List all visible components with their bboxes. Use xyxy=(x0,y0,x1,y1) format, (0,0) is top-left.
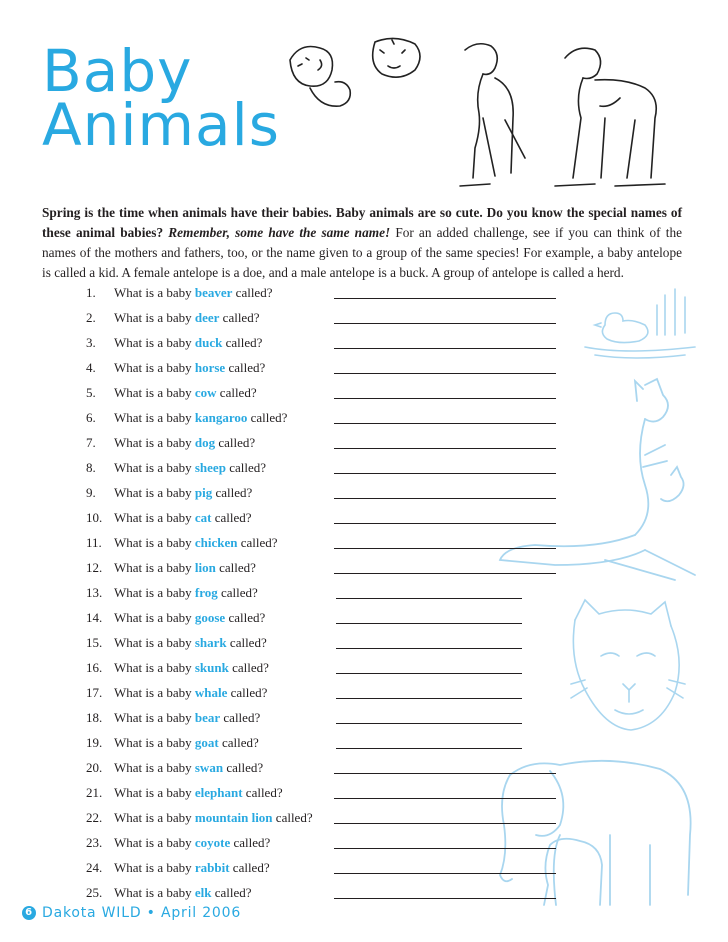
answer-blank[interactable] xyxy=(334,848,556,849)
question-text xyxy=(114,383,257,403)
question-number: 15. xyxy=(86,635,103,650)
answer-blank[interactable] xyxy=(334,798,556,799)
question-prefix: What is a baby xyxy=(114,660,192,675)
question-prefix: What is a baby xyxy=(114,835,192,850)
question-number: 17. xyxy=(86,685,103,700)
animal-name: horse xyxy=(194,360,226,375)
question-number: 3. xyxy=(86,335,96,350)
answer-blank[interactable] xyxy=(334,898,556,899)
question-suffix: called? xyxy=(228,610,266,625)
question-number: 10. xyxy=(86,510,103,525)
question-item xyxy=(86,458,566,483)
question-text xyxy=(114,508,252,528)
animal-name: elephant xyxy=(194,785,243,800)
question-number: 13. xyxy=(86,585,103,600)
question-item xyxy=(86,508,566,533)
question-item xyxy=(86,833,566,858)
question-item xyxy=(86,608,566,633)
question-list xyxy=(86,283,566,908)
animal-name: mountain lion xyxy=(194,810,273,825)
animal-name: rabbit xyxy=(194,860,230,875)
question-suffix: called? xyxy=(229,635,267,650)
question-suffix: called? xyxy=(222,310,260,325)
animal-name: skunk xyxy=(194,660,229,675)
question-number: 19. xyxy=(86,735,103,750)
question-text xyxy=(114,308,259,328)
question-suffix: called? xyxy=(275,810,313,825)
question-item xyxy=(86,658,566,683)
question-item xyxy=(86,758,566,783)
question-item xyxy=(86,433,566,458)
answer-blank[interactable] xyxy=(336,598,522,599)
animal-name: whale xyxy=(194,685,228,700)
footer-text: Dakota WILD • April 2006 xyxy=(42,905,242,921)
question-prefix: What is a baby xyxy=(114,610,192,625)
question-prefix: What is a baby xyxy=(114,710,192,725)
question-item xyxy=(86,283,566,308)
answer-blank[interactable] xyxy=(336,623,522,624)
question-prefix: What is a baby xyxy=(114,435,192,450)
animal-name: duck xyxy=(194,335,223,350)
question-number: 7. xyxy=(86,435,96,450)
question-prefix: What is a baby xyxy=(114,535,192,550)
question-suffix: called? xyxy=(245,785,283,800)
question-number: 2. xyxy=(86,310,96,325)
question-prefix: What is a baby xyxy=(114,885,192,900)
intro-bold-italic-text: Remember, some have the same name! xyxy=(168,225,391,240)
question-item xyxy=(86,558,566,583)
question-prefix: What is a baby xyxy=(114,785,192,800)
animal-name: goose xyxy=(194,610,226,625)
question-item xyxy=(86,483,566,508)
question-item xyxy=(86,858,566,883)
footer xyxy=(22,905,241,921)
title-line-2: Animals xyxy=(42,91,280,159)
question-suffix: called? xyxy=(219,385,257,400)
answer-blank[interactable] xyxy=(334,298,556,299)
answer-blank[interactable] xyxy=(334,448,556,449)
animal-name: sheep xyxy=(194,460,226,475)
question-text xyxy=(114,408,287,428)
question-text xyxy=(114,833,270,853)
question-prefix: What is a baby xyxy=(114,485,192,500)
question-prefix: What is a baby xyxy=(114,360,192,375)
question-prefix: What is a baby xyxy=(114,585,192,600)
question-number: 8. xyxy=(86,460,96,475)
question-item xyxy=(86,383,566,408)
question-number: 14. xyxy=(86,610,103,625)
question-prefix: What is a baby xyxy=(114,635,192,650)
question-text xyxy=(114,733,259,753)
question-number: 11. xyxy=(86,535,102,550)
question-text xyxy=(114,758,263,778)
question-suffix: called? xyxy=(250,410,288,425)
animal-name: goat xyxy=(194,735,219,750)
question-prefix: What is a baby xyxy=(114,560,192,575)
question-item xyxy=(86,708,566,733)
question-prefix: What is a baby xyxy=(114,310,192,325)
question-prefix: What is a baby xyxy=(114,385,192,400)
answer-blank[interactable] xyxy=(334,573,556,574)
question-number: 1. xyxy=(86,285,96,300)
animal-name: elk xyxy=(194,885,212,900)
question-suffix: called? xyxy=(214,510,252,525)
question-prefix: What is a baby xyxy=(114,860,192,875)
question-prefix: What is a baby xyxy=(114,335,192,350)
question-text xyxy=(114,458,266,478)
page-title xyxy=(42,37,280,159)
intro-plain-text: For an added challenge, see if you can think of the names of the mothers and fathers, too, or the name given to a group of the same species! For example, a baby antelope is called a kid. A female antelope is a doe, and a male antelope is a buck. A group of antelope is called a herd. xyxy=(42,225,683,280)
question-suffix: called? xyxy=(235,285,273,300)
question-item xyxy=(86,808,566,833)
question-text xyxy=(114,708,260,728)
question-prefix: What is a baby xyxy=(114,410,192,425)
question-item xyxy=(86,733,566,758)
two-lambs-sketch xyxy=(455,38,685,188)
question-text xyxy=(114,658,269,678)
answer-blank[interactable] xyxy=(334,548,556,549)
question-text xyxy=(114,483,252,503)
question-item xyxy=(86,308,566,333)
title-line-1: Baby xyxy=(42,37,193,105)
question-number: 23. xyxy=(86,835,103,850)
question-number: 24. xyxy=(86,860,103,875)
question-text xyxy=(114,358,265,378)
question-text xyxy=(114,683,267,703)
question-suffix: called? xyxy=(219,560,256,575)
question-item xyxy=(86,633,566,658)
question-text xyxy=(114,608,265,628)
question-suffix: called? xyxy=(240,535,278,550)
question-number: 20. xyxy=(86,760,103,775)
question-number: 22. xyxy=(86,810,103,825)
question-prefix: What is a baby xyxy=(114,760,192,775)
question-number: 6. xyxy=(86,410,96,425)
answer-blank[interactable] xyxy=(336,648,522,649)
question-suffix: called? xyxy=(229,460,266,475)
intro-bold-text: Spring is the time when animals have their babies. Baby animals are so cute. Do you know the special names of these animal babies? xyxy=(42,205,682,240)
question-suffix: called? xyxy=(221,735,259,750)
animal-name: shark xyxy=(194,635,227,650)
animal-name: deer xyxy=(194,310,220,325)
answer-blank[interactable] xyxy=(334,823,556,824)
animal-name: chicken xyxy=(194,535,238,550)
question-text xyxy=(114,283,272,303)
question-text xyxy=(114,433,255,453)
question-item xyxy=(86,583,566,608)
question-text xyxy=(114,633,267,653)
question-text xyxy=(114,808,313,828)
animal-name: bear xyxy=(194,710,221,725)
answer-blank[interactable] xyxy=(336,723,522,724)
question-suffix: called? xyxy=(225,335,263,350)
question-suffix: called? xyxy=(228,360,266,375)
question-number: 9. xyxy=(86,485,96,500)
page-number: 6 xyxy=(22,906,36,920)
intro-paragraph xyxy=(42,203,682,283)
question-item xyxy=(86,358,566,383)
answer-blank[interactable] xyxy=(334,348,556,349)
answer-blank[interactable] xyxy=(334,423,556,424)
lamb-sketch xyxy=(280,30,430,120)
question-text xyxy=(114,558,256,578)
question-suffix: called? xyxy=(230,685,268,700)
answer-blank[interactable] xyxy=(336,698,522,699)
answer-blank[interactable] xyxy=(334,873,556,874)
question-number: 16. xyxy=(86,660,103,675)
answer-blank[interactable] xyxy=(334,323,556,324)
question-suffix: called? xyxy=(215,485,253,500)
answer-blank[interactable] xyxy=(334,773,556,774)
animal-name: lion xyxy=(194,560,216,575)
answer-blank[interactable] xyxy=(334,398,556,399)
question-item xyxy=(86,783,566,808)
question-number: 18. xyxy=(86,710,103,725)
question-number: 21. xyxy=(86,785,103,800)
question-suffix: called? xyxy=(233,835,271,850)
question-prefix: What is a baby xyxy=(114,510,192,525)
question-number: 4. xyxy=(86,360,96,375)
answer-blank[interactable] xyxy=(334,498,556,499)
question-text xyxy=(114,333,262,353)
answer-blank[interactable] xyxy=(334,473,556,474)
answer-blank[interactable] xyxy=(334,373,556,374)
animal-name: frog xyxy=(194,585,218,600)
question-text xyxy=(114,533,278,553)
question-suffix: called? xyxy=(218,435,256,450)
question-suffix: called? xyxy=(226,760,264,775)
animal-name: swan xyxy=(194,760,224,775)
question-item xyxy=(86,408,566,433)
animal-name: dog xyxy=(194,435,216,450)
question-suffix: called? xyxy=(232,660,269,675)
question-number: 5. xyxy=(86,385,96,400)
answer-blank[interactable] xyxy=(334,523,556,524)
question-suffix: called? xyxy=(214,885,252,900)
animal-name: cat xyxy=(194,510,212,525)
question-item xyxy=(86,533,566,558)
question-suffix: called? xyxy=(221,585,258,600)
animal-name: coyote xyxy=(194,835,231,850)
animal-name: cow xyxy=(194,385,217,400)
animal-name: kangaroo xyxy=(194,410,248,425)
question-prefix: What is a baby xyxy=(114,685,192,700)
question-text xyxy=(114,858,270,878)
question-prefix: What is a baby xyxy=(114,735,192,750)
question-item xyxy=(86,683,566,708)
question-number: 25. xyxy=(86,885,103,900)
question-text xyxy=(114,783,283,803)
question-text xyxy=(114,883,252,903)
question-suffix: called? xyxy=(232,860,270,875)
duck-sketch xyxy=(575,285,705,365)
question-prefix: What is a baby xyxy=(114,460,192,475)
question-number: 12. xyxy=(86,560,103,575)
question-item xyxy=(86,333,566,358)
question-text xyxy=(114,583,258,603)
cougar-sketch xyxy=(565,600,695,740)
animal-name: pig xyxy=(194,485,213,500)
answer-blank[interactable] xyxy=(336,673,522,674)
question-prefix: What is a baby xyxy=(114,810,192,825)
question-prefix: What is a baby xyxy=(114,285,192,300)
answer-blank[interactable] xyxy=(336,748,522,749)
animal-name: beaver xyxy=(194,285,233,300)
question-suffix: called? xyxy=(223,710,261,725)
